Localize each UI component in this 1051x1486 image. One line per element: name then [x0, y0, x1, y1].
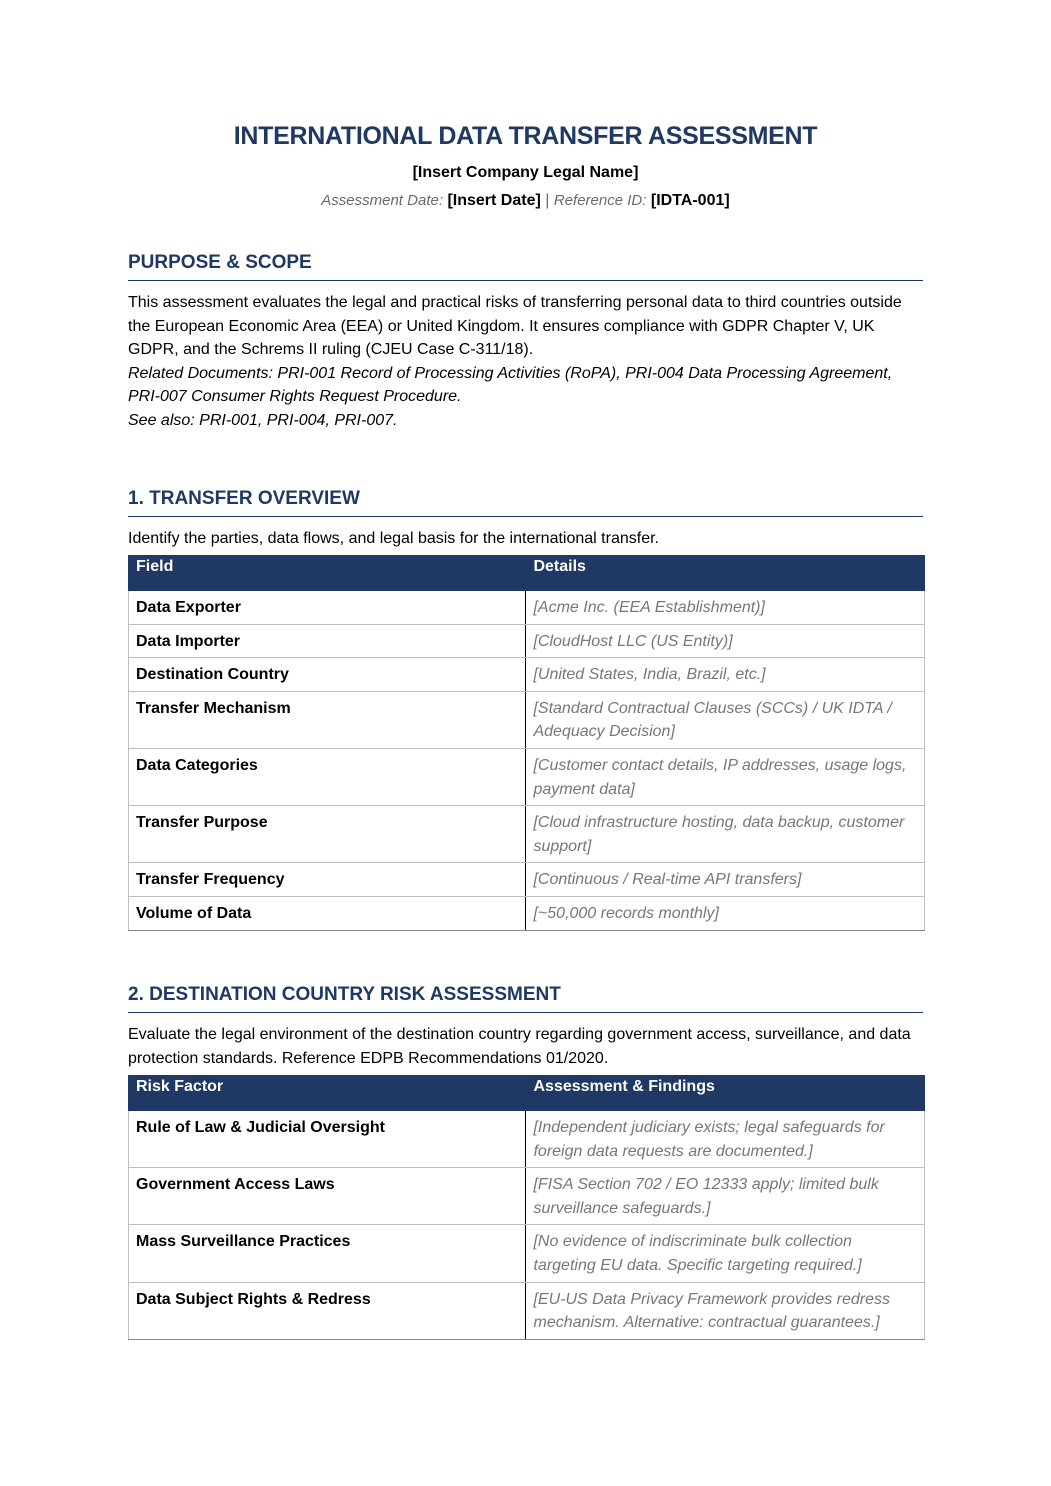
table-row — [129, 591, 925, 625]
field-cell: Transfer Frequency — [129, 863, 526, 897]
table-row — [129, 1111, 925, 1168]
details-cell: [Acme Inc. (EEA Establishment)] — [526, 591, 925, 625]
date-value: [Insert Date] — [447, 192, 541, 209]
table-row — [129, 896, 925, 930]
field-cell: Transfer Mechanism — [129, 691, 526, 748]
field-cell: Data Exporter — [129, 591, 526, 625]
details-cell: [Customer contact details, IP addresses, usage logs, payment data] — [526, 748, 925, 805]
meta-separator: | — [545, 192, 550, 209]
table-row — [129, 691, 925, 748]
section1-intro: Identify the parties, data flows, and legal basis for the international transfer. — [128, 530, 659, 547]
field-cell: Volume of Data — [129, 896, 526, 930]
details-cell: [Cloud infrastructure hosting, data backup, customer support] — [526, 806, 925, 863]
details-cell: [CloudHost LLC (US Entity)] — [526, 624, 925, 658]
findings-cell: [Independent judiciary exists; legal safeguards for foreign data requests are documented.] — [526, 1111, 925, 1168]
column-header: Risk Factor — [129, 1076, 526, 1111]
column-header: Assessment & Findings — [526, 1076, 925, 1111]
document-meta — [128, 192, 923, 210]
purpose-heading: PURPOSE & SCOPE — [128, 252, 923, 281]
table-row — [129, 1225, 925, 1282]
date-label: Assessment Date: — [321, 192, 443, 209]
section2-heading: 2. DESTINATION COUNTRY RISK ASSESSMENT — [128, 984, 923, 1013]
risk-factor-cell: Mass Surveillance Practices — [129, 1225, 526, 1282]
details-cell: [~50,000 records monthly] — [526, 896, 925, 930]
table-row — [129, 1168, 925, 1225]
field-cell: Data Categories — [129, 748, 526, 805]
table-row — [129, 624, 925, 658]
section1-heading: 1. TRANSFER OVERVIEW — [128, 488, 923, 517]
purpose-body: This assessment evaluates the legal and practical risks of transferring personal data to third countries outside the European Economic Area (EEA) or United Kingdom. It ensures compliance with GDPR Chapter V, UK GDPR, and the Schrems II ruling (CJEU Case C-311/18). — [128, 294, 902, 359]
table-header-row — [129, 1076, 925, 1111]
risk-assessment-table — [128, 1075, 925, 1340]
table-row — [129, 863, 925, 897]
details-cell: [Standard Contractual Clauses (SCCs) / UK IDTA / Adequacy Decision] — [526, 691, 925, 748]
column-header: Details — [526, 556, 925, 591]
section2-intro: Evaluate the legal environment of the destination country regarding government access, surveillance, and data protection standards. Reference EDPB Recommendations 01/2020. — [128, 1026, 911, 1067]
transfer-overview-table — [128, 555, 925, 931]
findings-cell: [FISA Section 702 / EO 12333 apply; limited bulk surveillance safeguards.] — [526, 1168, 925, 1225]
risk-factor-cell: Rule of Law & Judicial Oversight — [129, 1111, 526, 1168]
table-row — [129, 1282, 925, 1339]
field-cell: Destination Country — [129, 658, 526, 692]
risk-factor-cell: Data Subject Rights & Redress — [129, 1282, 526, 1339]
table-row — [129, 658, 925, 692]
table-row — [129, 748, 925, 805]
related-documents: Related Documents: PRI-001 Record of Processing Activities (RoPA), PRI-004 Data Processing Agreement, PRI-007 Consumer Rights Request Procedure. — [128, 364, 893, 406]
details-cell: [Continuous / Real-time API transfers] — [526, 863, 925, 897]
risk-factor-cell: Government Access Laws — [129, 1168, 526, 1225]
document-title: INTERNATIONAL DATA TRANSFER ASSESSMENT — [233, 122, 818, 150]
findings-cell: [EU-US Data Privacy Framework provides redress mechanism. Alternative: contractual guarantees.] — [526, 1282, 925, 1339]
purpose-text — [128, 291, 923, 433]
reference-label: Reference ID: — [553, 192, 647, 209]
findings-cell: [No evidence of indiscriminate bulk collection targeting EU data. Specific targeting required.] — [526, 1225, 925, 1282]
field-cell: Data Importer — [129, 624, 526, 658]
field-cell: Transfer Purpose — [129, 806, 526, 863]
reference-value: [IDTA-001] — [650, 192, 730, 209]
table-row — [129, 806, 925, 863]
table-header-row — [129, 556, 925, 591]
see-also: See also: PRI-001, PRI-004, PRI-007. — [128, 411, 398, 429]
details-cell: [United States, India, Brazil, etc.] — [526, 658, 925, 692]
column-header: Field — [129, 556, 526, 591]
company-name: [Insert Company Legal Name] — [412, 164, 639, 181]
